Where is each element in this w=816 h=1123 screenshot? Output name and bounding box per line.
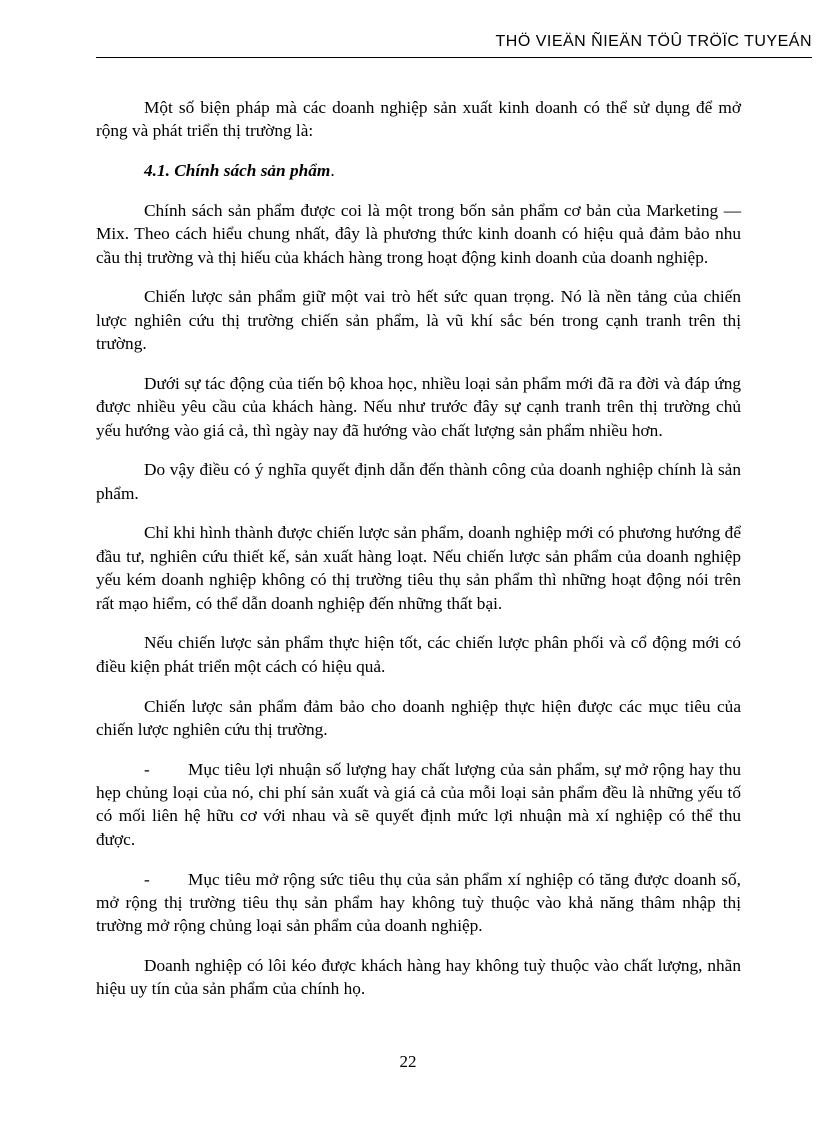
bullet-dash: - — [144, 869, 150, 889]
intro-paragraph: Một số biện pháp mà các doanh nghiệp sản xuất kinh doanh có thể sử dụng để mở rộng và phát triển thị trường là: — [96, 98, 741, 141]
section-heading-text: 4.1. Chính sách sản phẩm — [144, 161, 331, 181]
page-body — [96, 96, 741, 1017]
paragraph: Do vậy điều có ý nghĩa quyết định dẫn đến thành công của doanh nghiệp chính là sản phẩm. — [96, 460, 741, 503]
paragraph: Chiến lược sản phẩm giữ một vai trò hết sức quan trọng. Nó là nền tảng của chiến lược nghiên cứu thị trường chiến sản phẩm, là vũ khí sắc bén trong cạnh tranh trên thị trường. — [96, 287, 741, 354]
paragraph: Chỉ khi hình thành được chiến lược sản phẩm, doanh nghiệp mới có phương hướng để đầu tư, nghiên cứu thiết kế, sản xuất hàng loạt. Nếu chiến lược sản phẩm của doanh nghiệp yếu kém doanh nghiệp không có thị trường tiêu thụ sản phẩm thì những hoạt động nói trên rất mạo hiểm, có thể dẫn doanh nghiệp đến những thất bại. — [96, 523, 741, 613]
closing-paragraph: Doanh nghiệp có lôi kéo được khách hàng hay không tuỳ thuộc vào chất lượng, nhãn hiệu uy tín của sản phẩm của chính họ. — [96, 956, 741, 999]
paragraph: Chính sách sản phẩm được coi là một trong bốn sản phẩm cơ bản của Marketing — Mix. Theo cách hiểu chung nhất, đây là phương thức kinh doanh có hiệu quả đảm bảo nhu cầu thị trường và thị hiếu của khách hàng trong hoạt động kinh doanh của doanh nghiệp. — [96, 200, 741, 267]
paragraph: Dưới sự tác động của tiến bộ khoa học, nhiều loại sản phẩm mới đã ra đời và đáp ứng được nhiều yêu cầu của khách hàng. Nếu như trước đây sự cạnh tranh trên thị trường chủ yếu hướng vào giá cả, thì ngày nay đã hướng vào chất lượng sản phẩm nhiều hơn. — [96, 373, 741, 440]
paragraph: Chiến lược sản phẩm đảm bảo cho doanh nghiệp thực hiện được các mục tiêu của chiến lược nghiên cứu thị trường. — [96, 696, 741, 739]
paragraph: Nếu chiến lược sản phẩm thực hiện tốt, các chiến lược phân phối và cổ động mới có điều kiện phát triển một cách có hiệu quả. — [96, 633, 741, 676]
header-title: THÖ VIEÄN ÑIEÄN TÖÛ TRÖÏC TUYEÁN — [495, 33, 812, 50]
page-header — [96, 33, 812, 58]
bullet-item — [96, 758, 741, 852]
section-heading — [96, 159, 741, 182]
bullet-dash: - — [144, 759, 150, 779]
section-heading-period: . — [330, 161, 335, 181]
page-number: 22 — [399, 1052, 417, 1071]
bullet-item — [96, 868, 741, 938]
bullet-text: Mục tiêu mở rộng sức tiêu thụ của sản phẩm xí nghiệp có tăng được doanh số, mở rộng thị trường tiêu thụ sản phẩm hay không tuỳ thuộc vào khả năng thâm nhập thị trường mở rộng chủng loại sản phẩm của doanh nghiệp. — [96, 869, 741, 936]
bullet-text: Mục tiêu lợi nhuận số lượng hay chất lượng của sản phẩm, sự mở rộng hay thu hẹp chủng loại của nó, chi phí sản xuất và giá cả của mỗi loại sản phẩm đều là những yếu tố có mối liên hệ hữu cơ với nhau và sẽ quyết định mức lợi nhuận mà xí nghiệp có thể thu được. — [96, 759, 741, 849]
